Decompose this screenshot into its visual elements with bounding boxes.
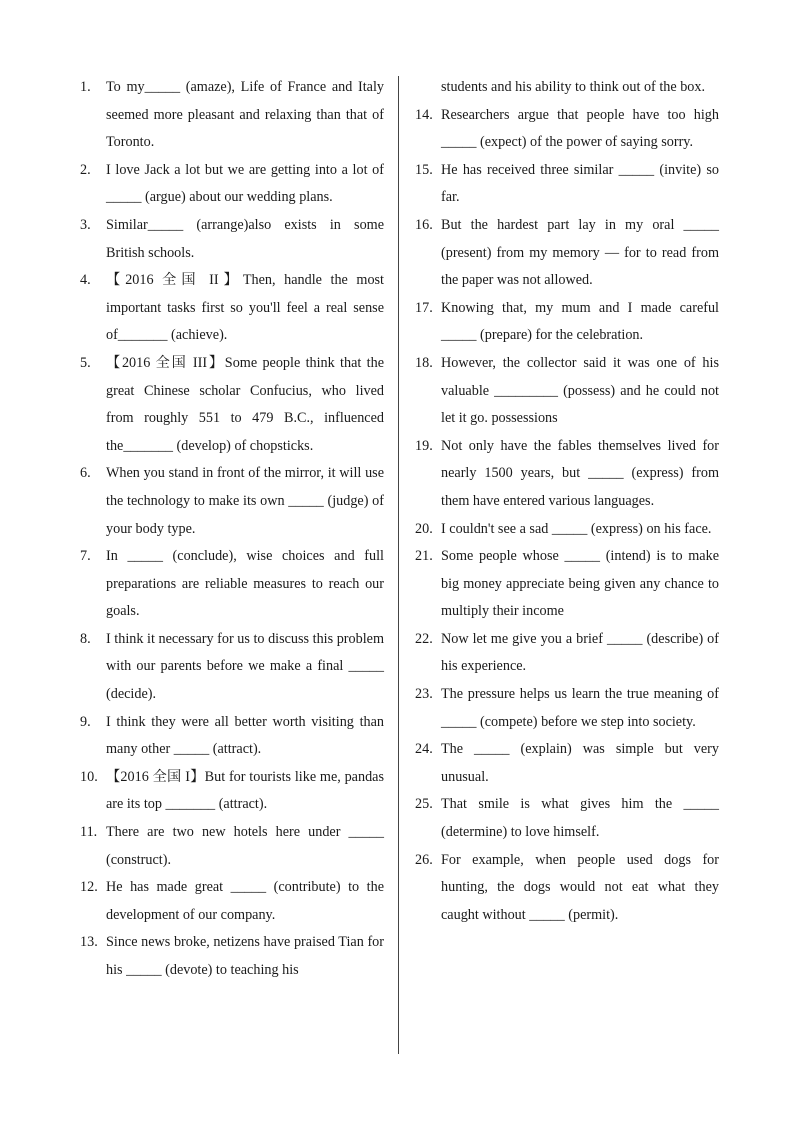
- question-number: 25.: [415, 796, 433, 813]
- question-text: Similar_____ (arrange)also exists in some British schools.: [106, 216, 384, 261]
- question-item: [80, 709, 384, 764]
- question-item: [415, 212, 719, 295]
- question-number: 11.: [80, 824, 98, 841]
- question-number: 19.: [415, 437, 433, 454]
- question-item: [415, 350, 719, 433]
- question-text: He has received three similar _____ (invite) so far.: [441, 161, 719, 206]
- question-item: [80, 874, 384, 929]
- question-number: 24.: [415, 741, 433, 758]
- question-text: I couldn't see a sad _____ (express) on his face.: [441, 520, 712, 537]
- question-number: 10.: [80, 768, 98, 785]
- question-item: [415, 433, 719, 516]
- question-text: For example, when people used dogs for hunting, the dogs would not eat what they caught without _____ (permit).: [441, 851, 719, 923]
- question-number: 8.: [80, 630, 91, 647]
- question-number: 13.: [80, 934, 98, 951]
- left-column: [80, 74, 384, 985]
- question-item: [415, 847, 719, 930]
- question-item: [415, 681, 719, 736]
- question-text: To my_____ (amaze), Life of France and Italy seemed more pleasant and relaxing than that of Toronto.: [106, 79, 384, 151]
- question-number: 17.: [415, 299, 433, 316]
- question-item: [80, 764, 384, 819]
- question-item: [415, 102, 719, 157]
- question-number: 22.: [415, 630, 433, 647]
- question-number: 20.: [415, 520, 433, 537]
- question-text: The _____ (explain) was simple but very unusual.: [441, 741, 719, 785]
- question-item: [415, 626, 719, 681]
- question-number: 3.: [80, 216, 91, 233]
- question-item: [415, 295, 719, 350]
- question-item: [80, 350, 384, 460]
- question-number: 12.: [80, 879, 98, 896]
- question-number: 26.: [415, 851, 433, 868]
- question-text: When you stand in front of the mirror, it will use the technology to make its own _____ (judge) of your body type.: [106, 465, 384, 537]
- question-text: 【2016 全国 I】But for tourists like me, pandas are its top _______ (attract).: [106, 768, 384, 813]
- question-item: [415, 791, 719, 846]
- question-number: 15.: [415, 161, 433, 178]
- question-item: [80, 212, 384, 267]
- question-text: I think they were all better worth visiting than many other _____ (attract).: [106, 713, 384, 758]
- question-text: 【2016 全国 II】Then, handle the most important tasks first so you'll feel a real sense of_______ (achieve).: [106, 272, 384, 344]
- question-text: Researchers argue that people have too high _____ (expect) of the power of saying sorry.: [441, 106, 719, 151]
- question-item: [80, 543, 384, 626]
- question-text: In _____ (conclude), wise choices and full preparations are reliable measures to reach our goals.: [106, 548, 384, 620]
- question-number: 23.: [415, 686, 433, 703]
- question-text: Since news broke, netizens have praised Tian for his _____ (devote) to teaching his: [106, 934, 384, 978]
- question-item: [80, 626, 384, 709]
- question-number: 14.: [415, 106, 433, 123]
- question-item: [80, 157, 384, 212]
- question-text: He has made great _____ (contribute) to the development of our company.: [106, 879, 384, 923]
- question-text: Some people whose _____ (intend) is to make big money appreciate being given any chance to multiply their income: [441, 548, 719, 620]
- right-column: [415, 74, 719, 929]
- question-item: [415, 543, 719, 626]
- question-number: 4.: [80, 272, 91, 289]
- question-item: [415, 157, 719, 212]
- question-text: Knowing that, my mum and I made careful _____ (prepare) for the celebration.: [441, 299, 719, 344]
- question-text: Now let me give you a brief _____ (describe) of his experience.: [441, 630, 719, 675]
- question-item: [80, 460, 384, 543]
- question-number: 21.: [415, 548, 433, 565]
- question-number: 9.: [80, 713, 91, 730]
- column-divider: [398, 76, 399, 1054]
- question-number: 5.: [80, 354, 91, 371]
- question-number: 18.: [415, 354, 433, 371]
- question-item: [80, 929, 384, 984]
- question-text: The pressure helps us learn the true meaning of _____ (compete) before we step into society.: [441, 686, 719, 730]
- question-number: 6.: [80, 465, 91, 482]
- question-text: However, the collector said it was one of his valuable _________ (possess) and he could not let it go. possessions: [441, 354, 719, 427]
- question-text: There are two new hotels here under _____ (construct).: [106, 824, 384, 868]
- question-text: I think it necessary for us to discuss this problem with our parents before we make a final _____ (decide).: [106, 630, 384, 703]
- question-number: 1.: [80, 79, 91, 95]
- question-text: That smile is what gives him the _____ (determine) to love himself.: [441, 796, 719, 841]
- continued-question-text: students and his ability to think out of the box.: [441, 79, 706, 95]
- question-item: [415, 516, 719, 544]
- question-text: Not only have the fables themselves lived for nearly 1500 years, but _____ (express) from them have entered various languages.: [441, 437, 719, 509]
- question-item: [80, 74, 384, 157]
- question-text: I love Jack a lot but we are getting into a lot of _____ (argue) about our wedding plans.: [106, 161, 384, 206]
- question-item: [80, 819, 384, 874]
- question-number: 7.: [80, 548, 91, 565]
- question-item: [80, 267, 384, 350]
- question-text: 【2016 全国 III】Some people think that the great Chinese scholar Confucius, who lived from roughly 551 to 479 B.C., influenced the_______ (develop) of chopsticks.: [106, 354, 384, 454]
- question-text: But the hardest part lay in my oral _____ (present) from my memory — for to read from the paper was not allowed.: [441, 216, 719, 289]
- question-number: 16.: [415, 216, 433, 233]
- question-item: [415, 736, 719, 791]
- question-number: 2.: [80, 161, 91, 178]
